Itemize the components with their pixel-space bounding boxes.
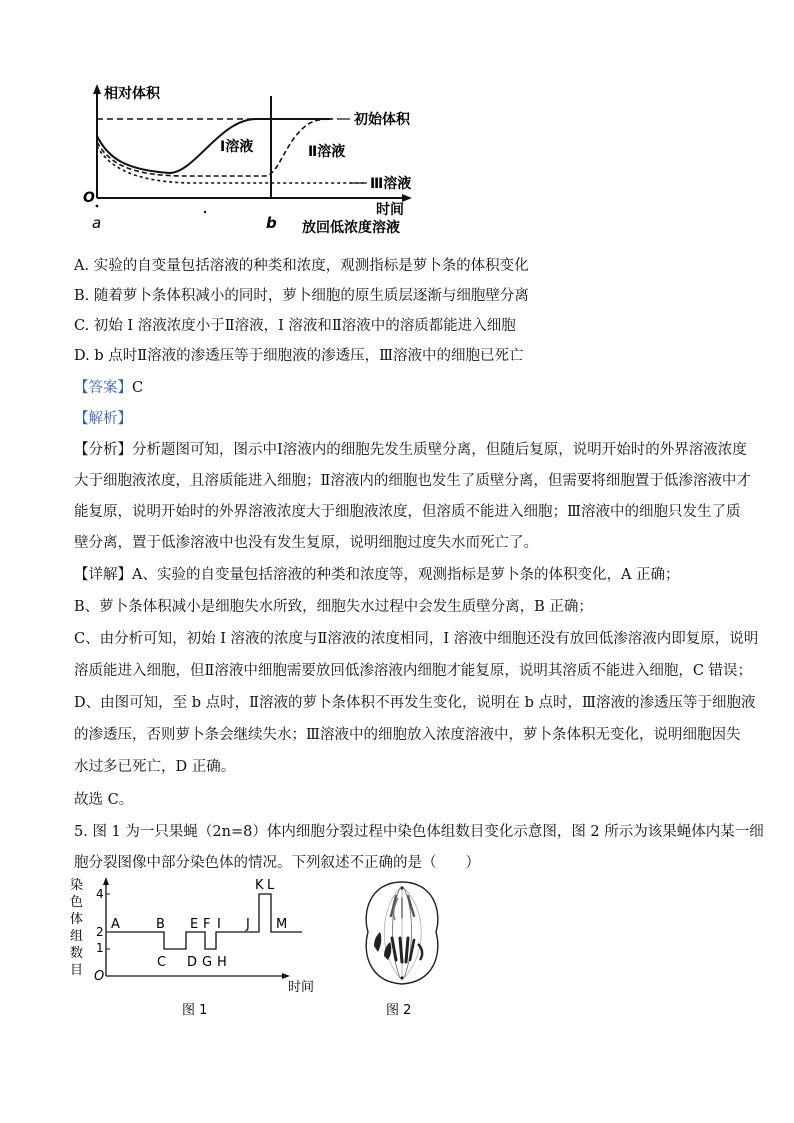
fig1-x-label: 时间	[288, 980, 315, 995]
solution-1-label: Ⅰ溶液	[220, 139, 254, 155]
volume-graph	[80, 78, 440, 240]
solution-2-label: Ⅱ溶液	[308, 144, 346, 160]
y-axis-label: 相对体积	[104, 86, 160, 102]
fig1-point-g: G	[202, 955, 213, 970]
analysis-tag: 【解析】	[74, 411, 132, 427]
mark-a: a	[92, 214, 102, 232]
fig1-y-char: 体	[70, 912, 84, 927]
fenxi-tag: 【分析】	[74, 442, 132, 458]
fig1-point-k: K	[255, 878, 264, 893]
fig1-y-char: 目	[70, 963, 84, 978]
fig1-point-h: H	[217, 955, 227, 970]
option-a: A. 实验的自变量包括溶液的种类和浓度，观测指标是萝卜条的体积变化	[74, 258, 529, 274]
fenxi-line-1: 【分析】分析题图可知，图示中Ⅰ溶液内的细胞先发生质壁分离，但随后复原，说明开始时的外界溶液浓度	[74, 442, 747, 458]
xiangjie-line-7: 水过多已死亡，D 正确。	[74, 759, 236, 775]
conclusion: 故选 C。	[74, 792, 134, 808]
option-d: D. b 点时Ⅱ溶液的渗透压等于细胞液的渗透压，Ⅲ溶液中的细胞已死亡	[74, 348, 524, 364]
b-caption: 放回低浓度溶液	[302, 220, 400, 236]
fig1-y-char: 组	[70, 929, 84, 944]
xiangjie-line-1: 【详解】A、实验的自变量包括溶液的种类和浓度等，观测指标是萝卜条的体积变化，A 正确；	[74, 567, 680, 583]
fig1-point-f: F	[203, 917, 211, 932]
fig1-tick-1: 1	[96, 941, 104, 955]
fig1-y-char: 染	[70, 878, 84, 893]
fig1-tick-2: 2	[96, 925, 104, 939]
fig1-point-j: J	[246, 917, 250, 932]
fenxi-line-4: 壁分离，置于低渗溶液中也没有发生复原，说明细胞过度失水而死亡了。	[74, 535, 538, 551]
fig1-caption: 图 1	[182, 1003, 208, 1018]
fig1-point-a: A	[111, 917, 120, 932]
mark-b: b	[266, 214, 277, 232]
fenxi-line-2: 大于细胞液浓度，且溶质能进入细胞；Ⅱ溶液内的细胞也发生了质壁分离，但需要将细胞置于低渗溶液中才	[74, 473, 751, 489]
xiangjie-tag: 【详解】	[74, 567, 132, 583]
fig1-point-i: I	[217, 917, 221, 932]
q5-line-1: 5. 图 1 为一只果蝇（2n=8）体内细胞分裂过程中染色体组数目变化示意图，图 2 所示为该果蝇体内某一细	[74, 824, 764, 840]
xiangjie-line-4: 溶质能进入细胞，但Ⅱ溶液中细胞需要放回低渗溶液内细胞才能复原，说明其溶质不能进入细胞，C 错误；	[74, 663, 753, 679]
xiangjie-line-2: B、萝卜条体积减小是细胞失水所致，细胞失水过程中会发生质壁分离，B 正确；	[74, 599, 593, 615]
xiangjie-line-5: D、由图可知，至 b 点时，Ⅱ溶液的萝卜条体积不再发生变化，说明在 b 点时，Ⅲ溶液的渗透压等于细胞液	[74, 695, 756, 711]
fig1-y-char: 数	[70, 946, 84, 961]
origin-label: O	[83, 190, 95, 206]
fig1-y-char: 色	[70, 895, 84, 910]
option-c: C. 初始 I 溶液浓度小于Ⅱ溶液，I 溶液和Ⅱ溶液中的溶质都能进入细胞	[74, 318, 516, 334]
fig1-point-d: D	[187, 955, 198, 970]
fig1-origin: O	[94, 969, 105, 984]
fenxi-line-3: 能复原，说明开始时的外界溶液浓度大于细胞液浓度，但溶质不能进入细胞；Ⅲ溶液中的细胞只发生了质	[74, 504, 741, 520]
answer-tag: 【答案】	[74, 380, 132, 396]
fig1-tick-4: 4	[96, 887, 104, 901]
figure-1	[66, 874, 336, 1020]
fig2-caption: 图 2	[386, 1003, 412, 1018]
q5-line-2: 胞分裂图像中部分染色体的情况。下列叙述不正确的是（ ）	[74, 855, 480, 871]
solution-3-label: Ⅲ溶液	[370, 176, 412, 192]
x-axis-label: 时间	[376, 202, 404, 218]
xiangjie-line-6: 的渗透压，否则萝卜条会继续失水；Ⅲ溶液中的细胞放入浓度溶液中，萝卜条体积无变化，说明细胞因失	[74, 727, 741, 743]
answer-value: C	[132, 380, 144, 396]
fig1-point-l: L	[267, 878, 275, 893]
fig1-point-b: B	[156, 917, 165, 932]
option-b: B. 随着萝卜条体积减小的同时，萝卜细胞的原生质层逐渐与细胞壁分离	[74, 288, 529, 304]
fig1-point-e: E	[190, 917, 199, 932]
xiangjie-line-3: C、由分析可知，初始 I 溶液的浓度与Ⅱ溶液的浓度相同，I 溶液中细胞还没有放回低渗溶液内即复原，说明	[74, 631, 759, 647]
fig1-point-c: C	[157, 955, 167, 970]
fig1-point-m: M	[276, 917, 288, 932]
initial-volume-label: 初始体积	[354, 112, 410, 128]
figure-2	[350, 874, 460, 1020]
answer-line	[74, 377, 724, 399]
